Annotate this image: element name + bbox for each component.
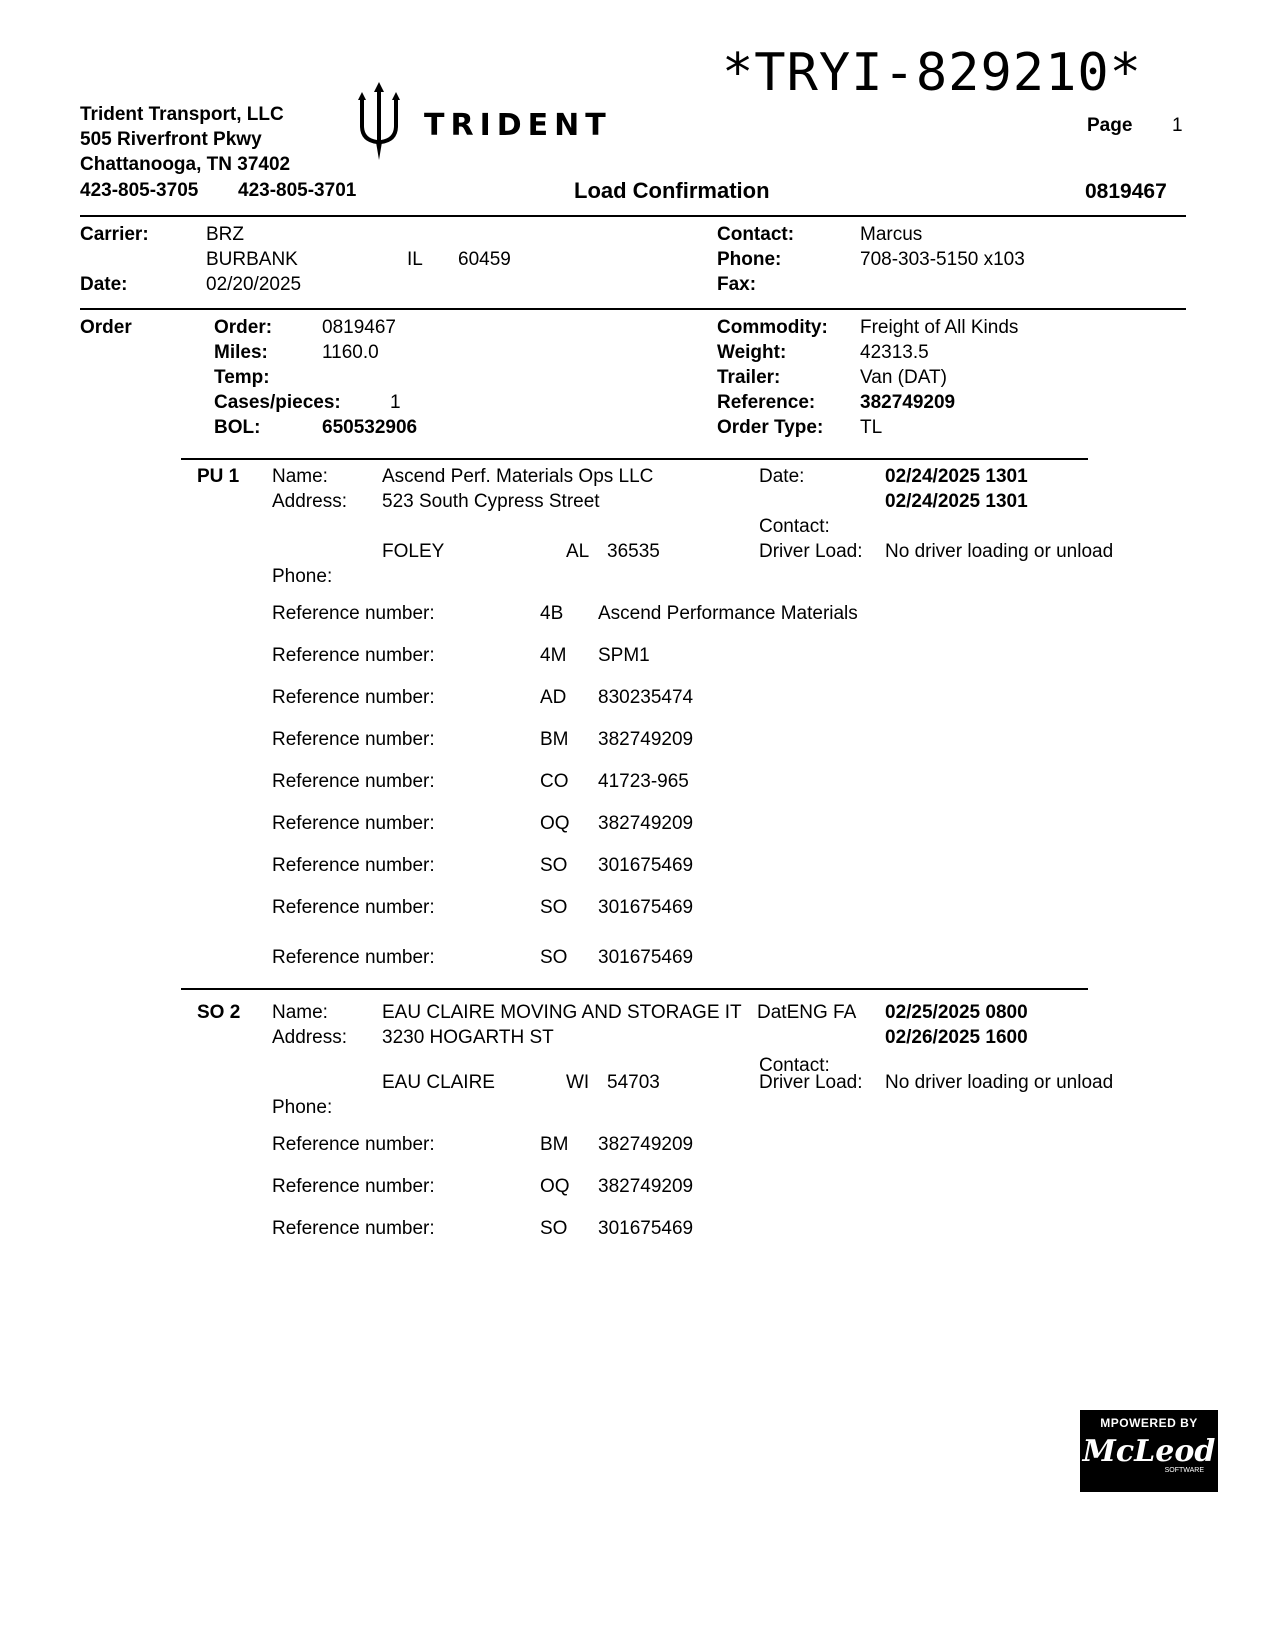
fax-label: Fax:: [717, 274, 757, 295]
reference-value: 41723-965: [598, 771, 689, 792]
reference-number-label: Reference number:: [272, 771, 435, 792]
stop-contact-label: Contact:: [759, 1055, 830, 1076]
reference-code: SO: [540, 1218, 568, 1239]
reference-number-label: Reference number:: [272, 1134, 435, 1155]
cases-label: Cases/pieces:: [214, 392, 341, 413]
reference-number-label: Reference number:: [272, 813, 435, 834]
reference-number-label: Reference number:: [272, 603, 435, 624]
stop-date-1: 02/25/2025 0800: [885, 1002, 1028, 1023]
reference-code: BM: [540, 729, 569, 750]
reference-value: Ascend Performance Materials: [598, 603, 858, 624]
carrier-zip: 60459: [458, 249, 511, 270]
order-section-label: Order: [80, 317, 132, 338]
temp-label: Temp:: [214, 367, 270, 388]
reference-value: 382749209: [598, 1176, 694, 1197]
stop-zip: 36535: [607, 541, 660, 562]
trailer-value: Van (DAT): [860, 367, 947, 388]
reference-code: SO: [540, 855, 568, 876]
stop-state: WI: [566, 1072, 590, 1093]
weight-label: Weight:: [717, 342, 787, 363]
cases-value: 1: [390, 392, 401, 413]
reference-code: 4B: [540, 603, 564, 624]
stop-name-label: Name:: [272, 466, 328, 487]
commodity-label: Commodity:: [717, 317, 828, 338]
reference-value: 382749209: [860, 392, 956, 413]
stop-name-overlap: DatENG FA: [757, 1002, 857, 1023]
miles-value: 1160.0: [322, 342, 379, 363]
reference-number-label: Reference number:: [272, 1218, 435, 1239]
reference-value: 382749209: [598, 729, 694, 750]
reference-code: SO: [540, 897, 568, 918]
reference-code: AD: [540, 687, 567, 708]
phone-label: Phone:: [717, 249, 782, 270]
order-type-value: TL: [860, 417, 883, 438]
reference-value: 830235474: [598, 687, 694, 708]
stop-date-2: 02/24/2025 1301: [885, 491, 1028, 512]
stop-zip: 54703: [607, 1072, 660, 1093]
company-city: Chattanooga, TN 37402: [80, 154, 291, 175]
stop-date-label: Date:: [759, 466, 805, 487]
stop-phone-label: Phone:: [272, 1097, 333, 1118]
stop-address-label: Address:: [272, 1027, 347, 1048]
reference-number-label: Reference number:: [272, 645, 435, 666]
reference-value: 301675469: [598, 947, 694, 968]
reference-code: OQ: [540, 813, 570, 834]
reference-number-label: Reference number:: [272, 687, 435, 708]
reference-value: 301675469: [598, 1218, 694, 1239]
stop-city: FOLEY: [382, 541, 445, 562]
miles-label: Miles:: [214, 342, 268, 363]
stop-name: Ascend Perf. Materials Ops LLC: [382, 466, 654, 487]
contact-label: Contact:: [717, 224, 795, 245]
reference-number-label: Reference number:: [272, 1176, 435, 1197]
badge-name: McLeod: [1082, 1434, 1216, 1469]
stop-date-1: 02/24/2025 1301: [885, 466, 1028, 487]
page-label: Page: [1087, 115, 1133, 136]
reference-code: 4M: [540, 645, 567, 666]
divider: [181, 458, 1088, 460]
carrier-label: Carrier:: [80, 224, 149, 245]
company-street: 505 Riverfront Pkwy: [80, 129, 262, 150]
reference-value: SPM1: [598, 645, 650, 666]
company-phone-2: 423-805-3701: [238, 180, 357, 201]
mcleod-badge: [1080, 1410, 1218, 1492]
reference-value: 382749209: [598, 813, 694, 834]
trident-logo-icon: [356, 82, 402, 167]
reference-code: OQ: [540, 1176, 570, 1197]
bol-label: BOL:: [214, 417, 261, 438]
stop-driver-load: No driver loading or unload: [885, 1072, 1114, 1093]
stop-address: 3230 HOGARTH ST: [382, 1027, 554, 1048]
order-type-label: Order Type:: [717, 417, 824, 438]
order-value: 0819467: [322, 317, 396, 338]
divider: [181, 988, 1088, 990]
commodity-value: Freight of All Kinds: [860, 317, 1019, 338]
weight-value: 42313.5: [860, 342, 929, 363]
carrier-date-label: Date:: [80, 274, 128, 295]
page-number: 1: [1172, 115, 1183, 136]
doc-title: Load Confirmation: [574, 178, 770, 203]
reference-number-label: Reference number:: [272, 947, 435, 968]
company-phone-1: 423-805-3705: [80, 180, 199, 201]
stop-contact-label: Contact:: [759, 516, 830, 537]
stop-name-label: Name:: [272, 1002, 328, 1023]
company-name: Trident Transport, LLC: [80, 104, 284, 125]
carrier-name: BRZ: [206, 224, 244, 245]
badge-sub: SOFTWARE: [1164, 1467, 1204, 1474]
stop-name: EAU CLAIRE MOVING AND STORAGE IT: [382, 1002, 742, 1023]
stop-city: EAU CLAIRE: [382, 1072, 495, 1093]
logo-text: TRIDENT: [424, 108, 612, 143]
badge-top-text: MPOWERED BY: [1100, 1416, 1198, 1430]
stop-driver-load-label: Driver Load:: [759, 541, 863, 562]
carrier-state: IL: [407, 249, 423, 270]
reference-number-label: Reference number:: [272, 855, 435, 876]
reference-value: 301675469: [598, 897, 694, 918]
phone-value: 708-303-5150 x103: [860, 249, 1025, 270]
trailer-label: Trailer:: [717, 367, 781, 388]
doc-number: 0819467: [1085, 180, 1167, 203]
reference-code: CO: [540, 771, 569, 792]
reference-value: 301675469: [598, 855, 694, 876]
reference-number-label: Reference number:: [272, 729, 435, 750]
stop-date-2: 02/26/2025 1600: [885, 1027, 1028, 1048]
stop-code: SO 2: [197, 1002, 241, 1023]
divider: [80, 308, 1186, 310]
stop-address-label: Address:: [272, 491, 347, 512]
divider: [80, 215, 1186, 217]
reference-number-label: Reference number:: [272, 897, 435, 918]
bol-value: 650532906: [322, 417, 418, 438]
reference-label: Reference:: [717, 392, 816, 413]
stop-code: PU 1: [197, 466, 240, 487]
stop-address: 523 South Cypress Street: [382, 491, 600, 512]
stop-driver-load-label: Driver Load:: [759, 1072, 863, 1093]
order-label: Order:: [214, 317, 273, 338]
contact-value: Marcus: [860, 224, 923, 245]
reference-value: 382749209: [598, 1134, 694, 1155]
carrier-city: BURBANK: [206, 249, 298, 270]
stop-driver-load: No driver loading or unload: [885, 541, 1114, 562]
stop-state: AL: [566, 541, 590, 562]
stop-phone-label: Phone:: [272, 566, 333, 587]
reference-code: SO: [540, 947, 568, 968]
barcode-text: *TRYI-829210*: [722, 43, 1142, 103]
reference-code: BM: [540, 1134, 569, 1155]
carrier-date: 02/20/2025: [206, 274, 302, 295]
